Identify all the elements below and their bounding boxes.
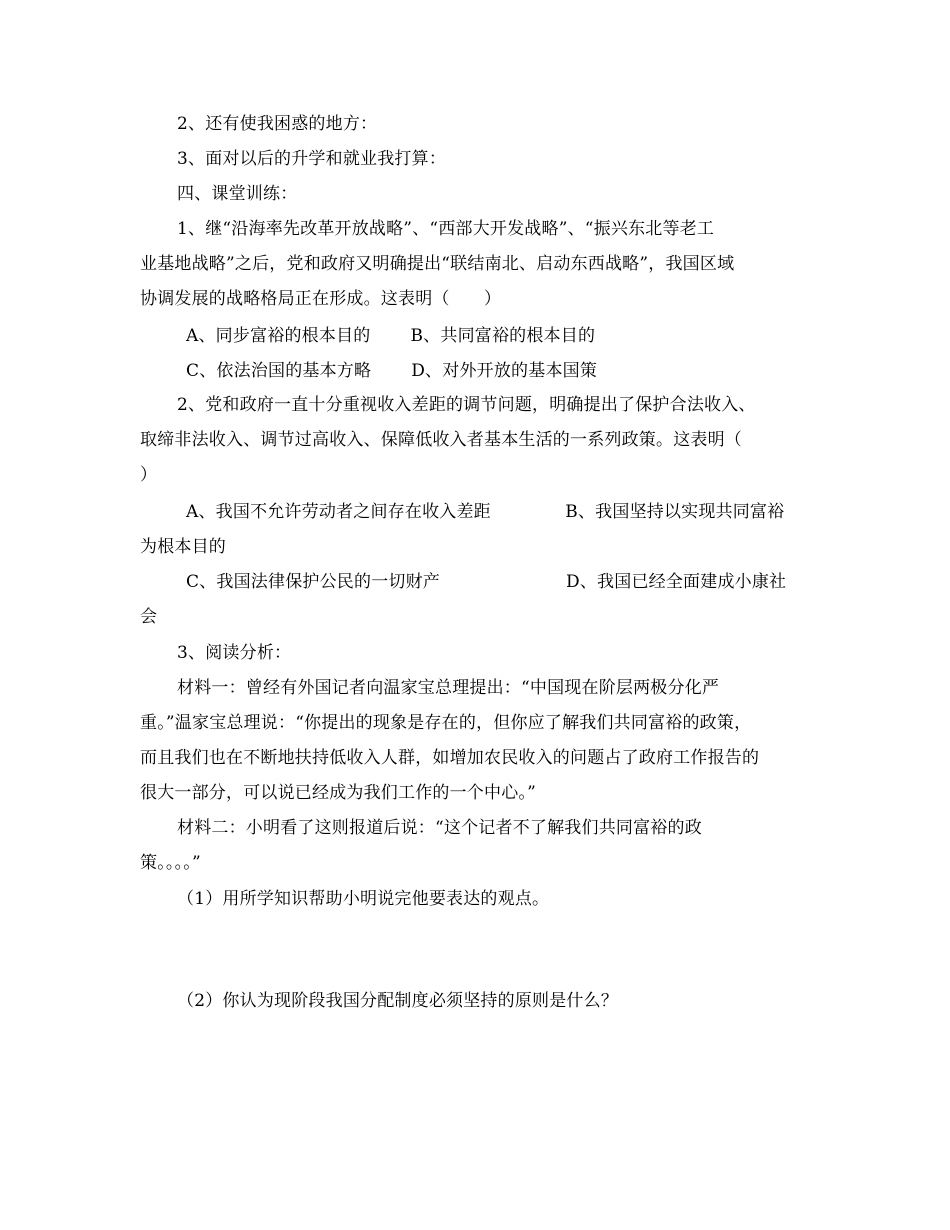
- question-2-options: A、我国不允许劳动者之间存在收入差距 B、我国坚持以实现共同富裕: [186, 502, 785, 522]
- question-2-options: 为根本目的: [140, 537, 226, 557]
- text-line: 3、面对以后的升学和就业我打算：: [177, 149, 447, 169]
- question-2-options: 会: [140, 607, 158, 627]
- text-line: 2、还有使我困惑的地方：: [177, 114, 378, 134]
- sub-question-1: （1）用所学知识帮助小明说完他要表达的观点。: [177, 889, 550, 909]
- question-3-heading: 3、阅读分析：: [177, 643, 292, 663]
- question-2-text: ）: [140, 465, 158, 485]
- question-2-text: 2、党和政府一直十分重视收入差距的调节问题，明确提出了保护合法收入、: [177, 395, 756, 415]
- question-2-text: 取缔非法收入、调节过高收入、保障低收入者基本生活的一系列政策。这表明（: [140, 430, 742, 450]
- material-1-text: 而且我们也在不断地扶持低收入人群，如增加农民收入的问题占了政府工作报告的: [140, 748, 760, 768]
- material-1-text: 很大一部分，可以说已经成为我们工作的一个中心。”: [140, 783, 536, 803]
- material-2-text: 策。。。。”: [140, 853, 201, 873]
- question-1-text: 协调发展的战略格局正在形成。这表明（ ）: [140, 289, 502, 309]
- question-2-options: C、我国法律保护公民的一切财产 D、我国已经全面建成小康社: [186, 572, 787, 592]
- question-1-text: 业基地战略”之后，党和政府又明确提出“联结南北、启动东西战略”，我国区域: [140, 254, 735, 274]
- question-1-text: 1、继“沿海率先改革开放战略”、“西部大开发战略”、“振兴东北等老工: [177, 219, 715, 239]
- question-1-options: C、依法治国的基本方略 D、对外开放的基本国策: [186, 361, 598, 381]
- question-1-options: A、同步富裕的根本目的 B、共同富裕的根本目的: [186, 326, 596, 346]
- material-1-text: 重。”温家宝总理说：“你提出的现象是存在的，但你应了解我们共同富裕的政策，: [140, 713, 752, 733]
- material-1-text: 材料一：曾经有外国记者向温家宝总理提出：“中国现在阶层两极分化严: [177, 678, 720, 698]
- section-heading: 四、课堂训练：: [177, 184, 298, 204]
- material-2-text: 材料二：小明看了这则报道后说：“这个记者不了解我们共同富裕的政: [177, 818, 702, 838]
- sub-question-2: （2）你认为现阶段我国分配制度必须坚持的原则是什么？: [177, 991, 619, 1011]
